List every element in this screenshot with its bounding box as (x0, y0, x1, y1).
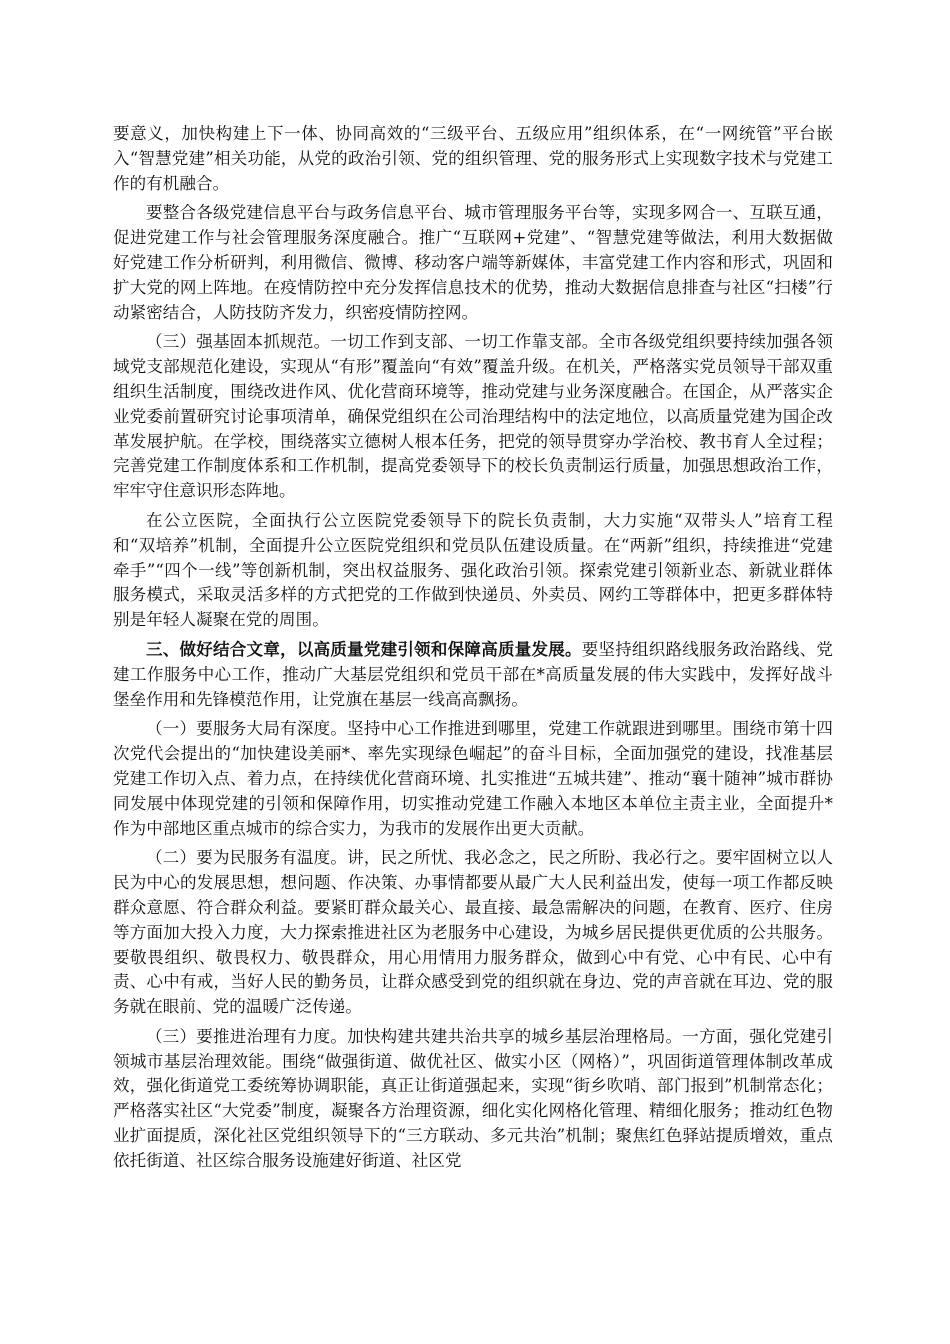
paragraph-8-text: （三）要推进治理有力度。加快构建共建共治共享的城乡基层治理格局。一方面，强化党建引领城市基层治理效能。围绕“做强街道、做优社区、做实小区（网格）”，巩固街道管理体制改革成效，强化街道党工委统筹协调职能，真正让街道强起来，实现“街乡吹哨、部门报到”机制常态化；严格落实社区“大党委”制度，凝聚各方治理资源，细化实化网格化管理、精细化服务；推动红色物业扩面提质，深化社区党组织领导下的“三方联动、多元共治”机制；聚焦红色驿站提质增效，重点依托街道、社区综合服务设施建好街道、社区党 (113, 1026, 833, 1170)
section-three-heading-paragraph (113, 638, 833, 712)
paragraph-2 (113, 201, 833, 325)
document-page (113, 122, 833, 1179)
paragraph-5-text: 要坚持组织路线服务政治路线、党建工作服务中心工作，推动广大基层党组织和党员干部在*高质量发展的伟大实践中，发挥好战斗堡垒作用和先锋模范作用，让党旗在基层一线高高飘扬。 (113, 639, 834, 709)
paragraph-8 (113, 1025, 833, 1174)
paragraph-4-text: 在公立医院，全面执行公立医院党委领导下的院长负责制，大力实施“双带头人”培育工程和“双培养”机制，全面提升公立医院党组织和党员队伍建设质量。在“两新”组织，持续推进“党建牵手”“四个一线”等创新机制，突出权益服务、强化政治引领。探索党建引领新业态、新就业群体服务模式，采取灵活多样的方式把党的工作做到快递员、外卖员、网约工等群体中，把更多群体特别是年轻人凝聚在党的周围。 (113, 510, 833, 630)
paragraph-7 (113, 846, 833, 1020)
paragraph-6-text: （一）要服务大局有深度。坚持中心工作推进到哪里，党建工作就跟进到哪里。围绕市第十四次党代会提出的“加快建设美丽*、率先实现绿色崛起”的奋斗目标，全面加强党的建设，找准基层党建工作切入点、着力点，在持续优化营商环境、扎实推进“五城共建”、推动“襄十随神”城市群协同发展中体现党建的引领和保障作用，切实推动党建工作融入本地区本单位主责主业，全面提升*作为中部地区重点城市的综合实力，为我市的发展作出更大贡献。 (113, 719, 833, 838)
paragraph-3 (113, 330, 833, 504)
paragraph-2-text: 要整合各级党建信息平台与政务信息平台、城市管理服务平台等，实现多网合一、互联互通，促进党建工作与社会管理服务深度融合。推广“互联网+党建”、“智慧党建等做法，利用大数据做好党建工作分析研判，利用微信、微博、移动客户端等新媒体，丰富党建工作内容和形式，巩固和扩大党的网上阵地。在疫情防控中充分发挥信息技术的优势，推动大数据信息排查与社区“扫楼”行动紧密结合，人防技防齐发力，织密疫情防控网。 (113, 203, 833, 322)
paragraph-4 (113, 509, 833, 633)
paragraph-7-text: （二）要为民服务有温度。讲，民之所忧、我必念之，民之所盼、我必行之。要牢固树立以人民为中心的发展思想，想问题、作决策、办事情都要从最广大人民利益出发，使每一项工作都反映群众意愿、符合群众利益。要紧盯群众最关心、最直接、最急需解决的问题，在教育、医疗、住房等方面加大投入力度，大力探索推进社区为老服务中心建设，为城乡居民提供更优质的公共服务。要敬畏组织、敬畏权力、敬畏群众，用心用情用力服务群众，做到心中有党、心中有民、心中有责、心中有戒，当好人民的勤务员，让群众感受到党的组织就在身边、党的声音就在耳边、党的服务就在眼前、党的温暖广泛传递。 (113, 848, 833, 1017)
paragraph-1-text: 要意义，加快构建上下一体、协同高效的“三级平台、五级应用”组织体系，在“一网统管”平台嵌入“智慧党建”相关功能，从党的政治引领、党的组织管理、党的服务形式上实现数字技术与党建工作的有机融合。 (113, 124, 833, 193)
paragraph-3-text: （三）强基固本抓规范。一切工作到支部、一切工作靠支部。全市各级党组织要持续加强各领域党支部规范化建设，实现从“有形”覆盖向“有效”覆盖升级。在机关，严格落实党员领导干部双重组织生活制度，围绕改进作风、优化营商环境等，推动党建与业务深度融合。在国企，从严落实企业党委前置研究讨论事项清单，确保党组织在公司治理结构中的法定地位，以高质量党建为国企改革发展护航。在学校，围绕落实立德树人根本任务，把党的领导贯穿办学治校、教书育人全过程；完善党建工作制度体系和工作机制，提高党委领导下的校长负责制运行质量，加强思想政治工作，牢牢守住意识形态阵地。 (113, 332, 833, 501)
paragraph-6 (113, 717, 833, 841)
section-three-heading: 三、做好结合文章，以高质量党建引领和保障高质量发展。 (146, 639, 582, 659)
paragraph-1 (113, 122, 833, 196)
